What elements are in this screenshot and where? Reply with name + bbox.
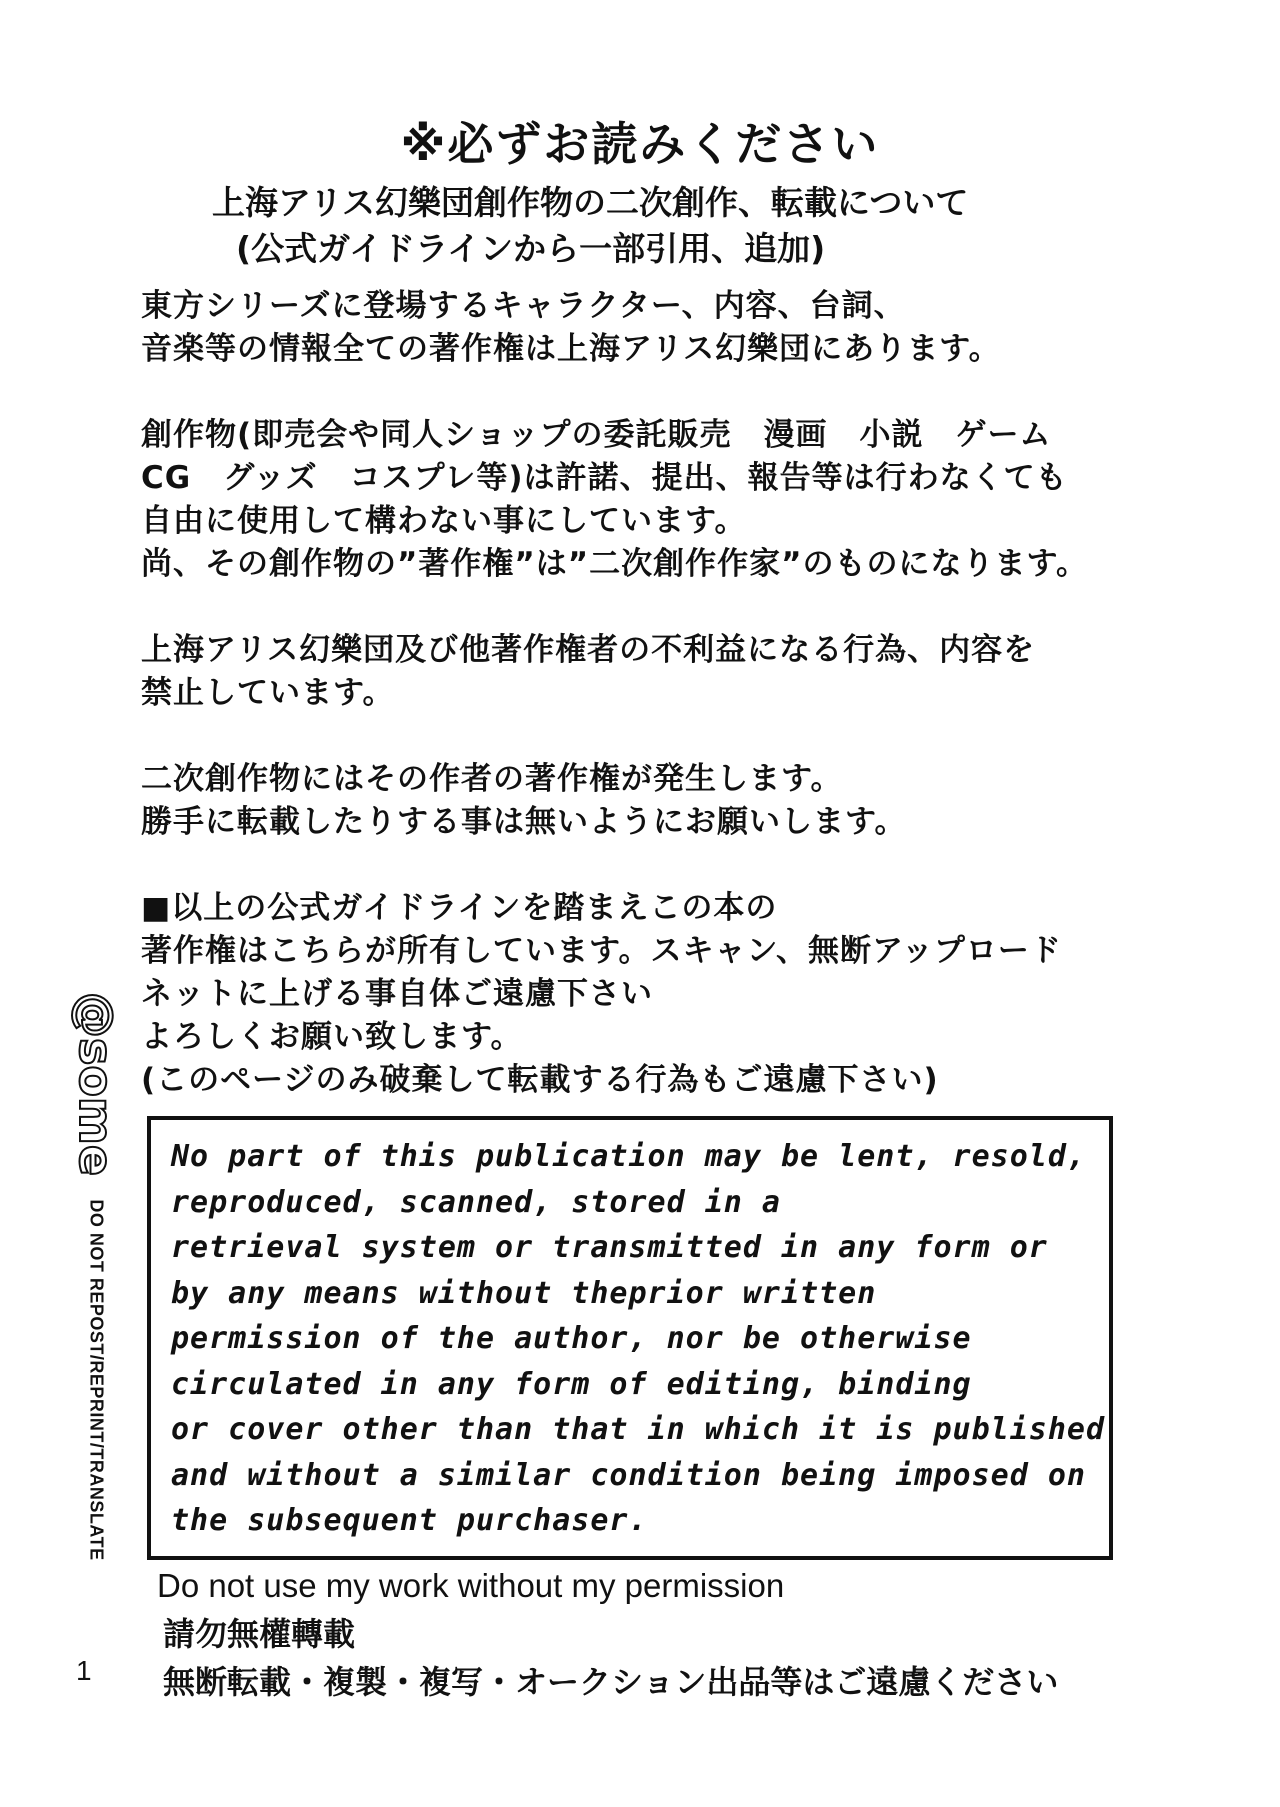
side-repost-notice-text: DO NOT REPOST/REPRINT/TRANSLATE <box>86 1199 107 1561</box>
paragraph-line: ネットに上げる事自体ご遠慮下さい <box>141 976 653 1012</box>
copyright-notice-box <box>147 1116 1113 1560</box>
paragraph-line: 自由に使用して構わない事にしています。 <box>141 503 747 539</box>
paragraph-line: 禁止しています。 <box>141 675 395 711</box>
footer-japanese-notice: 無断転載・複製・複写・オークション出品等はご遠慮ください <box>163 1663 1059 1701</box>
paragraph-line: 二次創作物にはその作者の著作権が発生します。 <box>141 761 843 797</box>
page-title: ※必ずお読みください <box>400 117 880 171</box>
footer-notices <box>157 1562 1058 1706</box>
subtitle <box>212 180 968 272</box>
side-repost-notice <box>78 1185 114 1575</box>
paragraph-line: 著作権はこちらが所有しています。スキャン、無断アップロード <box>141 933 1062 969</box>
author-handle-text: @some <box>69 991 123 1177</box>
paragraph-creative-works <box>141 414 1141 586</box>
notice-line: permission of the author, nor be otherwise <box>171 1321 972 1356</box>
paragraph-line: 勝手に転載したりする事は無いようにお願いします。 <box>141 804 907 840</box>
paragraph-line: 音楽等の情報全ての著作権は上海アリス幻樂団にあります。 <box>141 331 1001 367</box>
paragraph-line: 尚、その創作物の”著作権”は”二次創作作家”のものになります。 <box>141 546 1089 582</box>
footer-chinese-notice: 請勿無權轉載 <box>163 1615 356 1653</box>
notice-line: by any means without theprior written <box>171 1275 877 1311</box>
paragraph-prohibited <box>141 629 1141 715</box>
page-number: 1 <box>76 1655 92 1686</box>
paragraph-line: 上海アリス幻樂団及び他著作権者の不利益になる行為、内容を <box>141 632 1036 668</box>
subtitle-line-1: 上海アリス幻樂団創作物の二次創作、転載について <box>212 183 969 222</box>
copyright-notice-text <box>171 1134 1106 1544</box>
footer-english-notice: Do not use my work without my permission <box>157 1567 785 1604</box>
notice-line: No part of this publication may be lent, resold, <box>171 1139 1086 1174</box>
paragraph-line: 東方シリーズに登場するキャラクター、内容、台詞、 <box>141 288 906 324</box>
paragraph-line: CG グッズ コスプレ等)は許諾、提出、報告等は行わなくても <box>141 460 1068 496</box>
notice-line: or cover other than that in which it is published <box>171 1412 1106 1447</box>
paragraph-line: 創作物(即売会や同人ショップの委託販売 漫画 小説 ゲーム <box>141 417 1052 453</box>
notice-line: and without a similar condition being imposed on <box>171 1457 1086 1493</box>
paragraph-no-upload <box>141 887 1141 1102</box>
paragraph-line: (このページのみ破棄して転載する行為もご遠慮下さい) <box>141 1062 939 1098</box>
notice-line: the subsequent purchaser. <box>171 1503 648 1538</box>
paragraph-line: よろしくお願い致します。 <box>141 1019 523 1055</box>
paragraph-derivative-copyright <box>141 758 1141 844</box>
author-handle <box>64 991 128 1177</box>
subtitle-line-2: (公式ガイドラインから一部引用、追加) <box>236 229 826 268</box>
notice-line: circulated in any form of editing, binding <box>171 1366 972 1402</box>
paragraph-copyright <box>141 285 1141 371</box>
paragraph-line: ■以上の公式ガイドラインを踏まえこの本の <box>141 890 778 926</box>
notice-line: reproduced, scanned, stored in a <box>171 1184 781 1220</box>
notice-line: retrieval system or transmitted in any form or <box>171 1230 1048 1265</box>
guideline-body <box>141 285 1141 1145</box>
